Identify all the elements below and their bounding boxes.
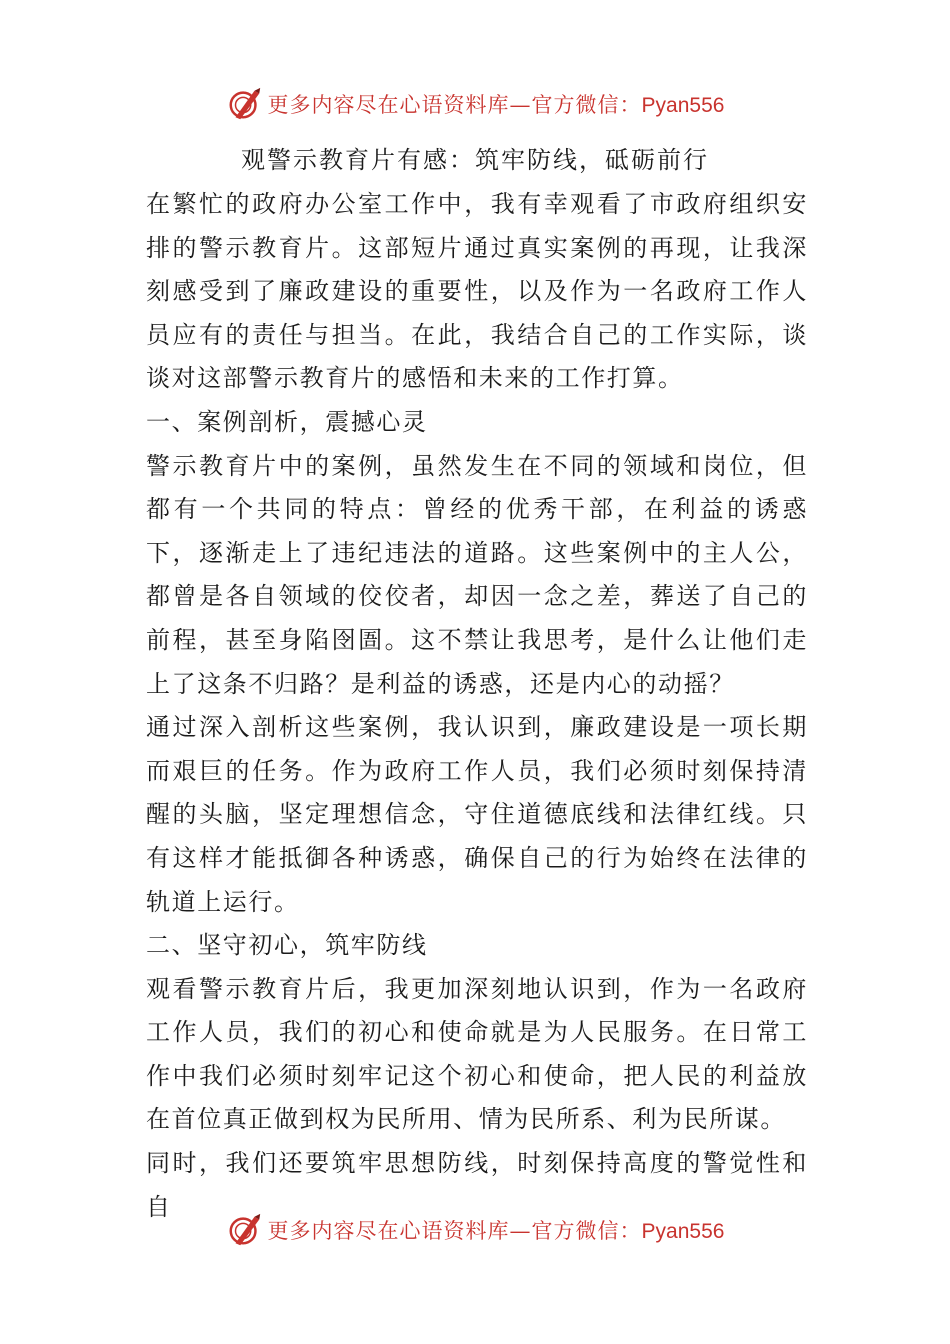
document-body <box>146 183 808 1229</box>
pen-logo-icon <box>226 85 264 123</box>
watermark-text: 更多内容尽在心语资料库—官方微信：Pyan556 <box>267 1219 725 1243</box>
document-title: 观警示教育片有感：筑牢防线，砥砺前行 <box>241 146 709 174</box>
section-heading: 一、案例剖析，震撼心灵 <box>146 407 428 436</box>
pen-logo-icon <box>226 1211 264 1249</box>
paragraph: 同时，我们还要筑牢思想防线，时刻保持高度的警觉性和自 <box>146 1149 808 1221</box>
watermark-banner-top <box>0 84 950 124</box>
paragraph: 在繁忙的政府办公室工作中，我有幸观看了市政府组织安排的警示教育片。这部短片通过真实案例的再现，让我深刻感受到了廉政建设的重要性，以及作为一名政府工作人员应有的责任与担当。在此，我结合自己的工作实际，谈谈对这部警示教育片的感悟和未来的工作打算。 <box>146 190 808 393</box>
paragraph: 观看警示教育片后，我更加深刻地认识到，作为一名政府工作人员，我们的初心和使命就是为人民服务。在日常工作中我们必须时刻牢记这个初心和使命，把人民的利益放在首位真正做到权为民所用、情为民所系、利为民所谋。 <box>146 974 808 1134</box>
watermark-text: 更多内容尽在心语资料库—官方微信：Pyan556 <box>267 93 725 117</box>
section-heading: 二、坚守初心，筑牢防线 <box>146 931 428 960</box>
watermark-banner-bottom <box>0 1210 950 1250</box>
paragraph: 通过深入剖析这些案例，我认识到，廉政建设是一项长期而艰巨的任务。作为政府工作人员，我们必须时刻保持清醒的头脑，坚定理想信念，守住道德底线和法律红线。只有这样才能抵御各种诱惑，确保自己的行为始终在法律的轨道上运行。 <box>146 713 808 916</box>
paragraph: 警示教育片中的案例，虽然发生在不同的领域和岗位，但都有一个共同的特点：曾经的优秀干部，在利益的诱惑下，逐渐走上了违纪违法的道路。这些案例中的主人公，都曾是各自领域的佼佼者，却因一念之差，葬送了自己的前程，甚至身陷囹圄。这不禁让我思考，是什么让他们走上了这条不归路？是利益的诱惑，还是内心的动摇？ <box>146 451 808 698</box>
